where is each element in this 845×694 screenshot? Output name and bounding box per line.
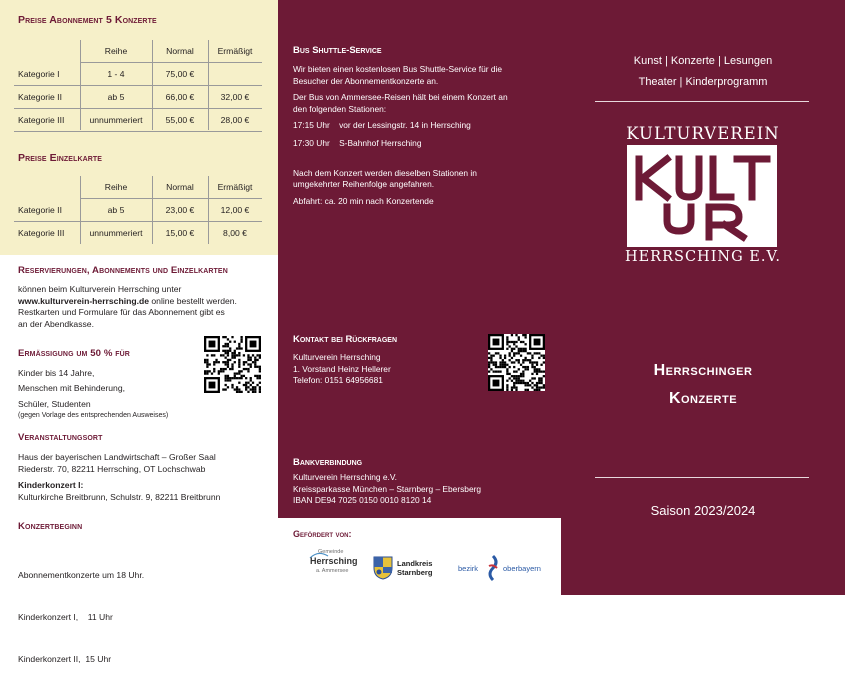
tagline-1: Kunst | Konzerte | Lesungen <box>633 55 773 67</box>
reservation-line: Restkarten und Formulare für das Abonnement gibt es <box>18 307 225 318</box>
row-label: Kategorie III <box>18 228 65 238</box>
reservation-heading: Reservierungen, Abonnements und Einzelkarten <box>18 265 228 276</box>
coat-of-arms-icon <box>373 556 393 580</box>
main-title-line-1: Herrschinger <box>653 362 753 379</box>
row-reihe: unnummeriert <box>89 115 143 125</box>
main-title-line-2: Konzerte <box>668 390 738 407</box>
divider <box>595 477 809 478</box>
start-time-line: Kinderkonzert I, 11 Uhr <box>18 612 113 622</box>
shuttle-line: Wir bieten einen kostenlosen Bus Shuttle-Service für die <box>293 64 503 74</box>
row-reihe: ab 5 <box>107 205 125 215</box>
col-header-reihe: Reihe <box>104 182 128 192</box>
row-normal: 15,00 € <box>165 228 195 238</box>
season-label: Saison 2023/2024 <box>650 503 756 518</box>
col-header-normal: Normal <box>166 46 194 56</box>
row-normal: 75,00 € <box>165 69 195 79</box>
discount-heading: Ermäßigung um 50 % für <box>18 348 130 359</box>
table-row <box>0 86 262 108</box>
shuttle-line: Nach dem Konzert werden dieselben Stationen in <box>293 167 477 178</box>
sponsors-heading: Gefördert von: <box>293 529 352 539</box>
shuttle-line: den folgenden Stationen: <box>293 103 387 114</box>
venue-line: Kulturkirche Breitbrunn, Schulstr. 9, 82211 Breitbrunn <box>18 491 221 502</box>
row-ermaessigt <box>208 63 262 85</box>
row-ermaessigt: 8,00 € <box>223 228 247 238</box>
table-header-row <box>0 176 262 198</box>
bezirk-emblem-icon <box>485 554 501 582</box>
sponsor-text: Starnberg <box>397 568 433 577</box>
row-normal: 66,00 € <box>165 92 195 102</box>
discount-note: (gegen Vorlage des entsprechenden Ausweises) <box>18 412 169 419</box>
abo-prices-heading: Preise Abonnement 5 Konzerte <box>18 14 157 26</box>
contact-line: Kulturverein Herrsching <box>293 352 381 362</box>
discount-line: Kinder bis 14 Jahre, <box>18 368 95 378</box>
reservation-line: können beim Kulturverein Herrsching unter <box>18 284 182 294</box>
bezirk-oberbayern-logo <box>458 554 553 584</box>
row-label: Kategorie II <box>18 92 62 102</box>
table-row <box>0 199 262 221</box>
shuttle-text <box>293 64 508 207</box>
row-ermaessigt: 12,00 € <box>220 205 250 215</box>
shuttle-stop: 17:30 Uhr S-Bahnhof Herrsching <box>293 137 422 148</box>
venue-line: Riederstr. 70, 82211 Herrsching, OT Lochschwab <box>18 463 206 474</box>
row-label: Kategorie II <box>18 205 62 215</box>
venue-kids-label: Kinderkonzert I: <box>18 480 84 491</box>
bank-heading: Bankverbindung <box>293 457 363 468</box>
col-header-ermaessigt: Ermäßigt <box>217 182 253 192</box>
kultur-logo-icon <box>627 145 777 247</box>
row-normal: 55,00 € <box>165 115 195 125</box>
logo-bottom-text: HERRSCHING E.V. <box>624 249 782 265</box>
sponsor-text: a. Ammersee <box>316 568 349 574</box>
col-header-reihe: Reihe <box>104 46 128 56</box>
contact-text <box>293 352 391 387</box>
table-header-row <box>0 40 262 62</box>
start-time-heading: Konzertbeginn <box>18 521 83 532</box>
shuttle-line: Der Bus von Ammersee-Reisen hält bei einem Konzert an <box>293 92 508 103</box>
herrsching-logo <box>308 548 368 588</box>
venue-text <box>18 452 220 503</box>
panel-prices-info <box>0 0 278 664</box>
divider <box>595 101 809 102</box>
sponsors-area <box>278 518 561 595</box>
shuttle-stop: 17:15 Uhr vor der Lessingstr. 14 in Herrsching <box>293 120 471 131</box>
shuttle-heading: Bus Shuttle-Service <box>293 45 382 56</box>
qr-code-icon[interactable] <box>488 334 545 391</box>
cover-panel <box>561 0 845 595</box>
start-time-text <box>18 540 144 694</box>
row-reihe: 1 - 4 <box>107 69 125 79</box>
shuttle-line: Besucher der Abonnementkonzerte an. <box>293 75 439 86</box>
venue-heading: Veranstaltungsort <box>18 432 103 443</box>
panel-info <box>278 0 561 518</box>
row-label: Kategorie III <box>18 115 65 125</box>
row-ermaessigt: 28,00 € <box>220 115 250 125</box>
shuttle-line: umgekehrter Reihenfolge angefahren. <box>293 179 435 190</box>
discount-line: Schüler, Studenten <box>18 399 91 409</box>
row-normal: 23,00 € <box>165 205 195 215</box>
table-row <box>0 109 262 131</box>
col-header-normal: Normal <box>166 182 194 192</box>
discount-line: Menschen mit Behinderung, <box>18 383 126 393</box>
contact-heading: Kontakt bei Rückfragen <box>293 334 398 345</box>
tagline-2: Theater | Kinderprogramm <box>638 76 768 88</box>
reservation-line: online bestellt werden. <box>149 295 237 306</box>
bank-line: Kulturverein Herrsching e.V. <box>293 472 397 482</box>
bank-line: Kreissparkasse München – Starnberg – Ebersberg <box>293 483 482 494</box>
contact-phone: Telefon: 0151 64956681 <box>293 375 383 386</box>
venue-line: Haus der bayerischen Landwirtschaft – Großer Saal <box>18 452 216 462</box>
sponsor-text <box>397 559 432 577</box>
sponsor-text: bezirk <box>458 564 479 573</box>
logo-top-text: KULTURVEREIN <box>626 124 780 143</box>
single-ticket-heading: Preise Einzelkarte <box>18 152 103 164</box>
sponsor-text: Herrsching <box>310 556 358 566</box>
qr-code-icon[interactable] <box>204 336 261 393</box>
contact-line: 1. Vorstand Heinz Hellerer <box>293 363 391 374</box>
row-reihe: unnummeriert <box>89 228 143 238</box>
start-time-line: Kinderkonzert II, 15 Uhr <box>18 654 112 664</box>
reservation-line: an der Abendkasse. <box>18 318 94 329</box>
start-time-line: Abonnementkonzerte um 18 Uhr. <box>18 570 145 580</box>
shuttle-line: Abfahrt: ca. 20 min nach Konzertende <box>293 195 434 206</box>
discount-text <box>18 366 168 420</box>
row-label: Kategorie I <box>18 69 60 79</box>
reservation-text <box>18 284 237 330</box>
table-row <box>0 222 262 244</box>
row-ermaessigt: 32,00 € <box>220 92 250 102</box>
bank-iban: IBAN DE94 7025 0150 0010 8120 14 <box>293 495 432 506</box>
landkreis-starnberg-logo <box>373 556 433 584</box>
website-link[interactable]: www.kulturverein-herrsching.de <box>18 295 150 306</box>
row-reihe: ab 5 <box>107 92 125 102</box>
col-header-ermaessigt: Ermäßigt <box>217 46 253 56</box>
sponsor-text: Landkreis <box>397 559 433 568</box>
bank-text <box>293 472 481 507</box>
table-row <box>0 63 262 85</box>
sponsor-text: Gemeinde <box>318 549 344 555</box>
sponsor-text: oberbayern <box>503 564 541 573</box>
